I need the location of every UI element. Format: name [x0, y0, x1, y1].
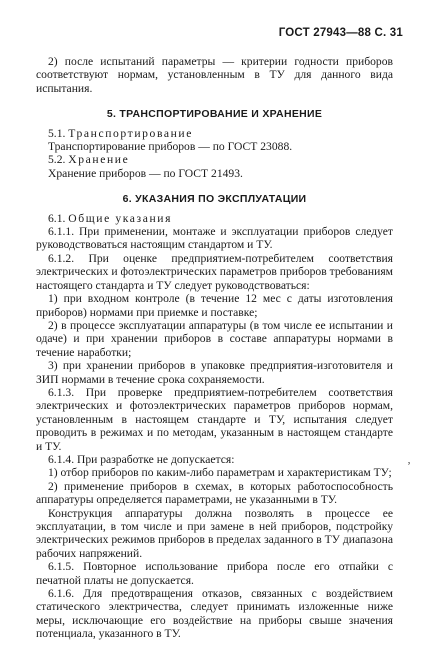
section-6-title: 6. УКАЗАНИЯ ПО ЭКСПЛУАТАЦИИ: [122, 193, 307, 206]
page-header: ГОСТ 27943—88 С. 31: [278, 27, 403, 39]
paragraph-6-1-5: 6.1.5. Повторное использование прибора после его отпайки с печатной платы не допускается.: [36, 560, 393, 587]
paragraph-6-1-2: 6.1.2. При оценке предприятием-потребителем соответствия электрических и фотоэлектрических параметров приборов требованиям настоящего стандарта и ТУ следует руководствоваться:: [36, 251, 393, 292]
paragraph-6-1-1: 6.1.1. При применении, монтаже и эксплуатации приборов следует руководствоваться настоящим стандартом и ТУ.: [36, 225, 393, 252]
subsection-5-1-text: Транспортирование приборов — по ГОСТ 23088.: [48, 140, 293, 154]
subsection-6-1-heading: [36, 212, 393, 225]
subsection-5-2-text: Хранение приборов — по ГОСТ 21493.: [48, 166, 243, 180]
subsection-5-2-number: 5.2.: [48, 153, 66, 167]
subsection-5-1-title: Транспортирование: [68, 126, 193, 140]
paragraph-6-1-3: 6.1.3. При проверке предприятием-потребителем соответствия электрических и фотоэлектрических параметров приборов нормам, установленным в настоящем стандарте и ТУ, испытания следует проводить в режимах и по методам, указанным в настоящем стандарте и ТУ.: [36, 385, 393, 453]
section-5-title: 5. ТРАНСПОРТИРОВАНИЕ И ХРАНЕНИЕ: [106, 108, 323, 121]
subsection-5-1-number: 5.1.: [48, 126, 66, 140]
subsection-5-2-title: Хранение: [68, 153, 130, 167]
margin-mark: ‚: [407, 452, 411, 466]
paragraph-construction: Конструкция аппаратуры должна позволять в процессе ее эксплуатации, в том числе и при замене в ней приборов, подстройку электрических режимов приборов в пределах заданного в ТУ диапазона рабочих напряжений.: [36, 506, 393, 560]
list-item-6-1-4-2: 2) применение приборов в схемах, в которых работоспособность аппаратуры определяется параметрами, не указанными в ТУ.: [36, 479, 393, 507]
subsection-5-1-heading: [36, 127, 393, 140]
paragraph-6-1-6: 6.1.6. Для предотвращения отказов, связанных с воздействием статического электричества, следует принимать изложенные ниже меры, исключающие его воздействие на приборы свыше значения потенциала, указанного в ТУ.: [36, 587, 393, 641]
intro-item-2: 2) после испытаний параметры — критерии годности приборов соответствуют нормам, установленным в ТУ для данного вида испытания.: [36, 55, 393, 95]
subsection-6-1-title: Общие указания: [68, 211, 173, 225]
list-item-6-1-4-1: 1) отбор приборов по каким-либо параметрам и характеристикам ТУ;: [48, 466, 392, 480]
list-item-6-1-2-2: 2) в процессе эксплуатации аппаратуры (в том числе ее испытании и одаче) и при хранении приборов в составе аппаратуры нормами в течение наработки;: [36, 318, 393, 359]
list-item-6-1-2-3: 3) при хранении приборов в упаковке предприятия-изготовителя и ЗИП нормами в течение срока сохраняемости.: [36, 359, 393, 386]
paragraph-6-1-4: 6.1.4. При разработке не допускается:: [48, 452, 235, 466]
subsection-5-2-heading: [36, 153, 393, 166]
document-body: [36, 55, 393, 641]
subsection-6-1-number: 6.1.: [48, 211, 66, 225]
list-item-6-1-2-1: 1) при входном контроле (в течение 12 мес с даты изготовления приборов) нормами при приемке и поставке;: [36, 292, 393, 319]
